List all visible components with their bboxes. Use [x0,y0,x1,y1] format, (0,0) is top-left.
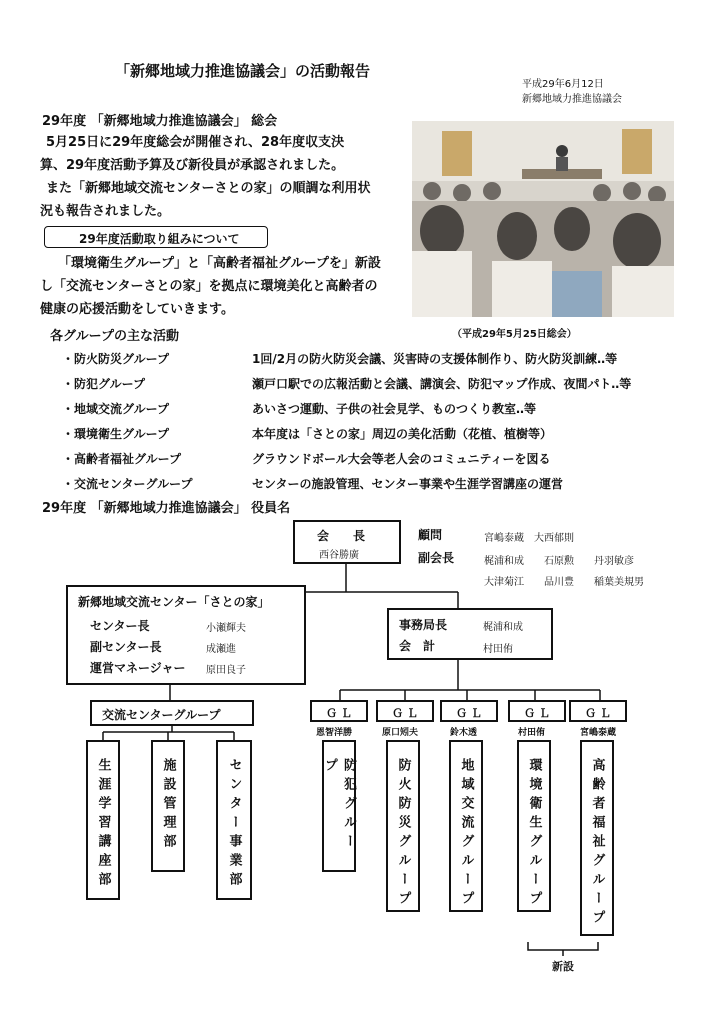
vp-names-row2: 大津菊江 品川豊 稲葉美規男 [484,577,644,588]
group-community [449,740,483,912]
center-role: 運営マネージャー [90,661,186,675]
group-leader-name: 鈴木透 [450,728,478,738]
group-leader-name: 恩智洋勝 [316,728,353,738]
treasurer-name: 村田侑 [483,644,513,655]
meeting-photo-image [412,121,674,317]
group-leader-name: 宮嶋泰蔵 [580,728,617,738]
center-role: 副センター長 [90,640,162,654]
group-leader-name: 村田侑 [518,728,546,738]
president-box [293,520,401,564]
dept-name: センター事業部 [226,758,242,891]
meeting-text-4: 況も報告されました。 [40,204,171,219]
vp-names-row1: 梶浦和成 石原勲 丹羽敏彦 [484,556,634,567]
president-name: 西谷勝廣 [319,550,359,561]
activity-group-name: ・環境衛生グループ [62,427,170,441]
activity-group-name: ・防火防災グループ [62,352,170,366]
group-crime-prevention [322,740,356,872]
group-name: 環境衛生グループ [526,758,542,910]
gl-box-community [440,700,498,722]
activities-heading-box [44,226,268,248]
group-name: 防火防災グループ [395,758,411,910]
group-name: 地域交流グループ [458,758,474,910]
activity-group-name: ・地域交流グループ [62,402,170,416]
general-meeting-heading: 29年度 「新郷地域力推進協議会」 総会 [42,114,278,129]
group-name: 防犯グループ [322,758,356,853]
president-title: 会 長 [317,529,366,543]
center-person: 小瀬輝夫 [206,623,246,634]
dept-name: 施設管理部 [160,758,176,853]
activities-heading-label: 29年度活動取り組みについて [79,232,240,246]
vp-label: 副会長 [418,551,455,565]
center-role: センター長 [90,619,150,633]
page-title: 「新郷地域力推進協議会」の活動報告 [115,62,371,80]
center-person: 原田良子 [206,665,246,676]
advisor-label: 顧問 [418,528,443,542]
community-center-title: 新郷地域交流センター「さとの家」 [78,595,270,609]
secretary-general-name: 梶浦和成 [483,622,523,633]
gl-label: Ｇ Ｌ [524,707,550,720]
group-elderly-welfare [580,740,614,936]
activity-desc: 瀬戸口駅での広報活動と会議、講演会、防犯マップ作成、夜間パト‥等 [252,377,632,391]
gl-label: Ｇ Ｌ [326,707,352,720]
gl-box-environment [508,700,566,722]
center-person: 成瀬進 [206,644,236,655]
plan-text-2: し「交流センターさとの家」を拠点に環境美化と高齢者の [40,279,378,294]
activities-list-heading: 各グループの主な活動 [50,329,179,344]
activity-desc: 本年度は「さとの家」周辺の美化活動（花植、植樹等） [252,427,553,441]
group-name: 高齢者福祉グループ [589,758,605,929]
gl-label: Ｇ Ｌ [456,707,482,720]
activity-group-name: ・防犯グループ [62,377,146,391]
activity-desc: グラウンドボール大会等老人会のコミュニティーを図る [252,452,551,466]
meeting-text-1: 5月25日に29年度総会が開催され、28年度収支決 [46,135,345,150]
photo-caption: （平成29年5月25日総会） [452,329,577,340]
activity-group-name: ・交流センターグループ [62,477,193,491]
meeting-text-3: また「新郷地域交流センターさとの家」の順調な利用状 [46,181,371,196]
dept-lifelong-learning [86,740,120,900]
group-fire-disaster [386,740,420,912]
dept-name: 生涯学習講座部 [95,758,111,891]
treasurer-role: 会 計 [399,639,436,653]
activity-desc: あいさつ運動、子供の社会見学、ものつくり教室‥等 [252,402,537,416]
dept-center-business [216,740,252,900]
activity-desc: 1回/2月の防火防災会議、災害時の支援体制作り、防火防災訓練‥等 [252,352,618,366]
community-center-box [66,585,306,685]
gl-label: Ｇ Ｌ [585,707,611,720]
gl-box-elderly-welfare [569,700,627,722]
activity-desc: センターの施設管理、センター事業や生涯学習講座の運営 [252,477,564,491]
gl-box-crime-prevention [310,700,368,722]
group-leader-name: 原口矧夫 [382,728,419,738]
gl-box-fire-disaster [376,700,434,722]
secretariat-box [387,608,553,660]
advisor-names: 宮嶋泰蔵 大西郁則 [484,533,574,544]
group-environment [517,740,551,912]
gl-label: Ｇ Ｌ [392,707,418,720]
report-org: 新郷地域力推進協議会 [522,94,622,105]
dept-facility-management [151,740,185,872]
secretary-general-role: 事務局長 [399,618,448,632]
report-date: 平成29年6月12日 [522,79,604,90]
officers-heading: 29年度 「新郷地域力推進協議会」 役員名 [42,501,291,516]
new-groups-label: 新設 [552,960,574,973]
activity-group-name: ・高齢者福祉グループ [62,452,182,466]
meeting-photo [412,121,674,317]
center-group-label: 交流センターグループ [102,708,221,722]
plan-text-1: 「環境衛生グループ」と「高齢者福祉グループを」新設 [58,256,381,271]
plan-text-3: 健康の応援活動をしていきます。 [40,302,234,317]
meeting-text-2: 算、29年度活動予算及び新役員が承認されました。 [40,158,345,173]
center-group-box [90,700,254,726]
